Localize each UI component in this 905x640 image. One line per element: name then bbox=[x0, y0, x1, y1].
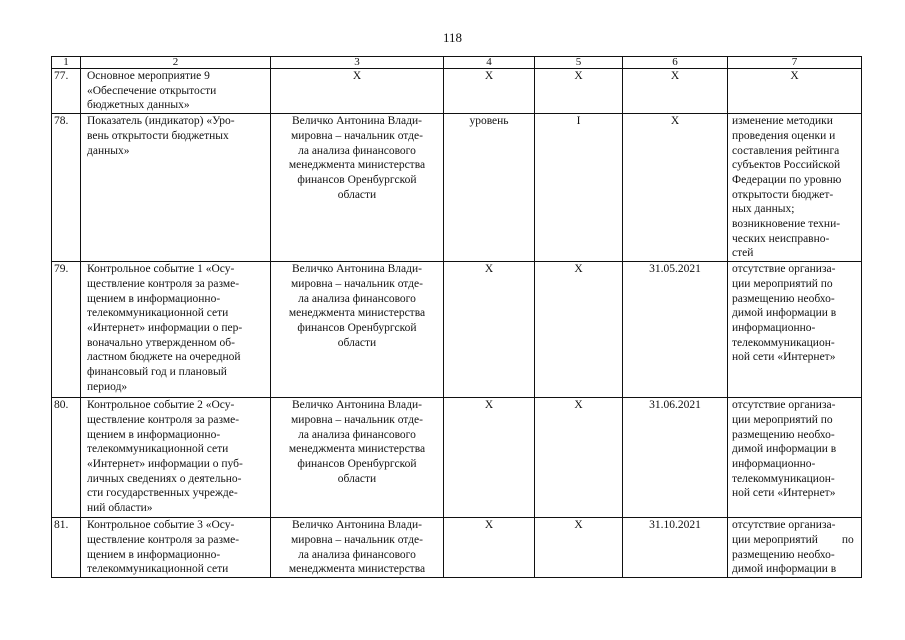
text-line: воначально утвержденном об- bbox=[87, 336, 235, 349]
text-line: размещению необхо- bbox=[732, 428, 835, 441]
text-line: ной сети «Интернет» bbox=[732, 351, 836, 364]
text-line: ществление контроля за разме- bbox=[87, 533, 240, 546]
responsible-cell bbox=[271, 69, 444, 114]
text-line: «Обеспечение открытости bbox=[87, 84, 217, 97]
text-line: мировна – начальник отде- bbox=[291, 129, 423, 142]
text-line: мировна – начальник отде- bbox=[291, 413, 423, 426]
responsible-cell bbox=[271, 398, 444, 518]
event-name bbox=[81, 114, 271, 262]
text-line: области bbox=[337, 336, 377, 349]
text-line: размещению необхо- bbox=[732, 548, 835, 561]
text-line: информационно- bbox=[732, 457, 816, 470]
text-fragment: ции мероприятий bbox=[732, 533, 818, 546]
text-line: финансов Оренбургской bbox=[297, 457, 417, 470]
text-line bbox=[732, 533, 858, 548]
text-line: мировна – начальник отде- bbox=[291, 277, 423, 290]
column-number: 2 bbox=[81, 57, 271, 69]
text-line: ла анализа финансового bbox=[298, 428, 416, 441]
text-line: ции мероприятий по bbox=[732, 413, 833, 426]
text-line: ла анализа финансового bbox=[298, 292, 416, 305]
unit-cell: Х bbox=[444, 398, 535, 518]
text-line: Х bbox=[790, 70, 799, 82]
column-number: 5 bbox=[535, 57, 623, 69]
activities-table bbox=[51, 56, 862, 578]
text-line: изменение методики bbox=[732, 115, 833, 128]
text-line: области bbox=[337, 188, 377, 201]
date-cell: 31.05.2021 bbox=[623, 262, 728, 398]
text-line: «Интернет» информации о пер- bbox=[87, 321, 243, 334]
text-line: щением в информационно- bbox=[87, 548, 221, 561]
text-line: Величко Антонина Влади- bbox=[292, 519, 422, 532]
text-line: субъектов Российской bbox=[732, 159, 841, 172]
text-line: Контрольное событие 1 «Осу- bbox=[87, 263, 235, 276]
date-cell: 31.06.2021 bbox=[623, 398, 728, 518]
text-line: отсутствие организа- bbox=[732, 399, 836, 412]
text-line: Величко Антонина Влади- bbox=[292, 115, 422, 128]
unit-cell: Х bbox=[444, 518, 535, 578]
value-cell: I bbox=[535, 114, 623, 262]
text-line: бюджетных данных» bbox=[87, 99, 190, 112]
text-line: телекоммуникационной сети bbox=[87, 307, 229, 320]
text-line: возникновение техни- bbox=[732, 218, 841, 231]
text-line: ла анализа финансового bbox=[298, 144, 416, 157]
text-line: мировна – начальник отде- bbox=[291, 533, 423, 546]
text-line: Федерации по уровню bbox=[732, 173, 842, 186]
risk-cell bbox=[728, 262, 862, 398]
text-line: проведения оценки и bbox=[732, 129, 836, 142]
responsible-cell bbox=[271, 114, 444, 262]
value-cell: Х bbox=[535, 262, 623, 398]
responsible-cell bbox=[271, 262, 444, 398]
text-line: димой информации в bbox=[732, 563, 837, 576]
text-line: телекоммуникацион- bbox=[732, 472, 835, 485]
table-row bbox=[52, 518, 862, 578]
row-number: 78. bbox=[52, 114, 81, 262]
text-line: Величко Антонина Влади- bbox=[292, 263, 422, 276]
text-line: менеджмента министерства bbox=[288, 159, 426, 172]
row-number: 77. bbox=[52, 69, 81, 114]
date-cell: 31.10.2021 bbox=[623, 518, 728, 578]
value-cell: Х bbox=[535, 398, 623, 518]
table-row bbox=[52, 262, 862, 398]
text-line: открытости бюджет- bbox=[732, 188, 834, 201]
text-line: димой информации в bbox=[732, 307, 837, 320]
risk-cell bbox=[728, 69, 862, 114]
text-line: период» bbox=[87, 380, 128, 393]
row-number: 80. bbox=[52, 398, 81, 518]
event-name bbox=[81, 262, 271, 398]
text-fragment: по bbox=[841, 533, 854, 546]
responsible-cell bbox=[271, 518, 444, 578]
text-line: финансовый год и плановый bbox=[87, 366, 227, 379]
text-line: отсутствие организа- bbox=[732, 263, 836, 276]
text-line: личных сведениях о деятельно- bbox=[87, 472, 242, 485]
text-line: информационно- bbox=[732, 321, 816, 334]
text-line: Величко Антонина Влади- bbox=[292, 399, 422, 412]
text-line: телекоммуникационной сети bbox=[87, 443, 229, 456]
text-line: ластном бюджете на очередной bbox=[87, 351, 241, 364]
date-cell: Х bbox=[623, 114, 728, 262]
event-name bbox=[81, 518, 271, 578]
unit-cell: Х bbox=[444, 69, 535, 114]
text-line: финансов Оренбургской bbox=[297, 173, 417, 186]
text-line: размещению необхо- bbox=[732, 292, 835, 305]
risk-cell bbox=[728, 114, 862, 262]
text-line: ческих неисправно- bbox=[732, 232, 830, 245]
text-line: ных данных; bbox=[732, 203, 795, 216]
text-line: щением в информационно- bbox=[87, 292, 221, 305]
text-line: телекоммуникационной сети bbox=[87, 563, 229, 576]
text-line: менеджмента министерства bbox=[288, 443, 426, 456]
row-number: 81. bbox=[52, 518, 81, 578]
column-number: 7 bbox=[728, 57, 862, 69]
text-line: сти государственных учрежде- bbox=[87, 487, 238, 500]
text-line: данных» bbox=[87, 144, 130, 157]
text-line: Контрольное событие 3 «Осу- bbox=[87, 519, 235, 532]
column-number: 4 bbox=[444, 57, 535, 69]
text-line: димой информации в bbox=[732, 443, 837, 456]
row-number: 79. bbox=[52, 262, 81, 398]
unit-cell: уровень bbox=[444, 114, 535, 262]
text-line: телекоммуникацион- bbox=[732, 336, 835, 349]
column-number: 6 bbox=[623, 57, 728, 69]
event-name bbox=[81, 69, 271, 114]
table-row bbox=[52, 114, 862, 262]
table-row bbox=[52, 69, 862, 114]
event-name bbox=[81, 398, 271, 518]
text-line: ла анализа финансового bbox=[298, 548, 416, 561]
page-number: 118 bbox=[442, 30, 463, 45]
text-line: Х bbox=[352, 70, 362, 82]
unit-cell: Х bbox=[444, 262, 535, 398]
text-line: «Интернет» информации о пуб- bbox=[87, 457, 243, 470]
risk-cell bbox=[728, 518, 862, 578]
text-line: менеджмента министерства bbox=[288, 563, 426, 576]
text-line: стей bbox=[732, 247, 754, 260]
text-line: менеджмента министерства bbox=[288, 307, 426, 320]
date-cell: Х bbox=[623, 69, 728, 114]
text-line: ществление контроля за разме- bbox=[87, 277, 240, 290]
column-number: 3 bbox=[271, 57, 444, 69]
text-line: ной сети «Интернет» bbox=[732, 487, 836, 500]
text-line: области bbox=[337, 472, 377, 485]
text-line: ний области» bbox=[87, 502, 153, 515]
text-line: вень открытости бюджетных bbox=[87, 129, 229, 142]
text-line: отсутствие организа- bbox=[732, 519, 836, 532]
text-line: Показатель (индикатор) «Уро- bbox=[87, 115, 235, 128]
column-number-row bbox=[52, 57, 862, 69]
text-line: ществление контроля за разме- bbox=[87, 413, 240, 426]
text-line: финансов Оренбургской bbox=[297, 321, 417, 334]
column-number: 1 bbox=[52, 57, 81, 69]
risk-cell bbox=[728, 398, 862, 518]
text-line: щением в информационно- bbox=[87, 428, 221, 441]
text-line: ции мероприятий по bbox=[732, 277, 833, 290]
text-line: Основное мероприятие 9 bbox=[87, 70, 210, 82]
value-cell: Х bbox=[535, 69, 623, 114]
text-line: Контрольное событие 2 «Осу- bbox=[87, 399, 235, 412]
table-row bbox=[52, 398, 862, 518]
value-cell: Х bbox=[535, 518, 623, 578]
text-line: составления рейтинга bbox=[732, 144, 840, 157]
